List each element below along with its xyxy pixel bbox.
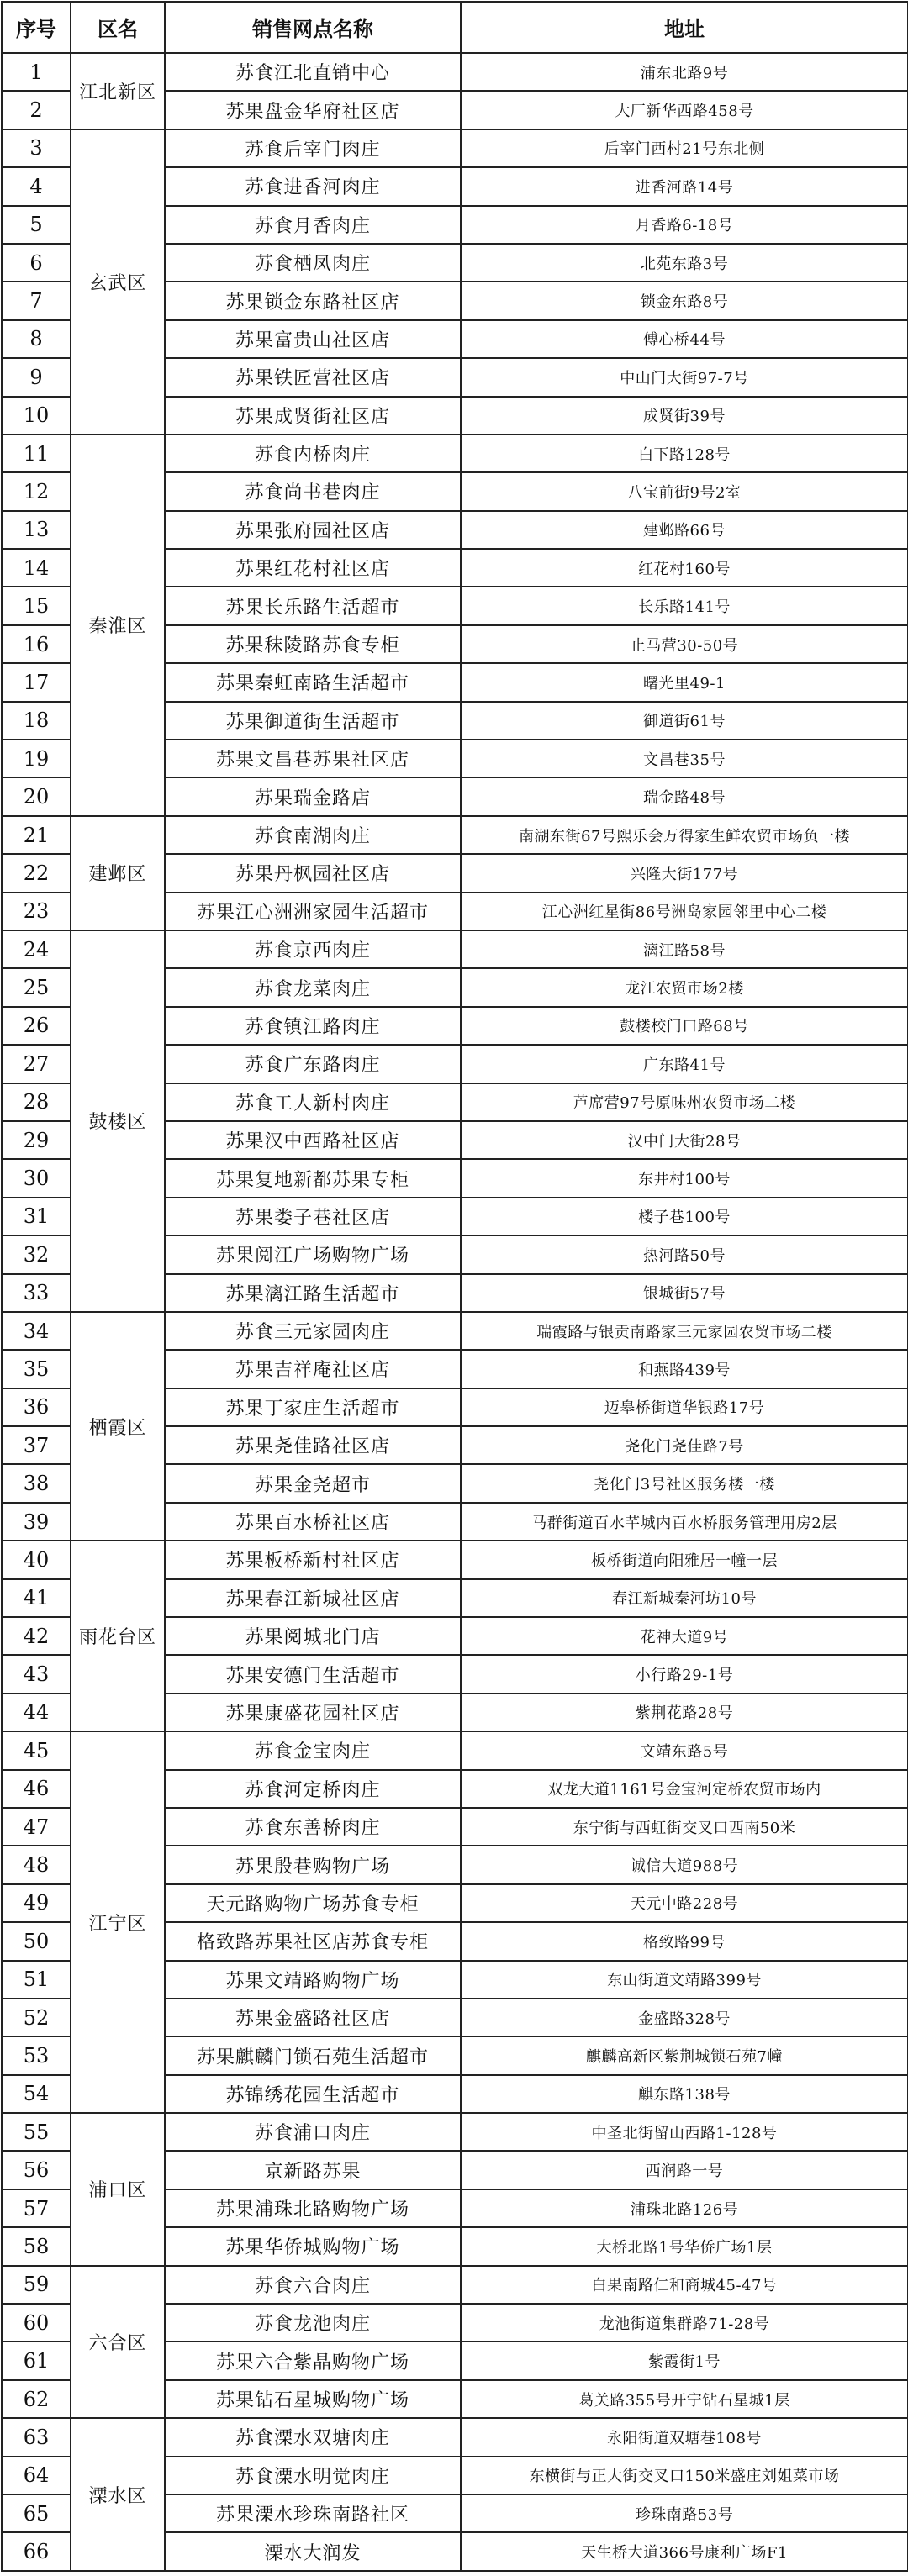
row-outlet-name: 苏果金盛路社区店: [165, 1999, 461, 2036]
row-seq: 29: [2, 1121, 71, 1159]
row-outlet-name: 苏果复地新都苏果专柜: [165, 1159, 461, 1197]
row-address: 瑞金路48号: [461, 777, 908, 815]
row-seq: 26: [2, 1007, 71, 1045]
row-address: 汉中门大街28号: [461, 1121, 908, 1159]
row-address: 月香路6-18号: [461, 206, 908, 244]
header-outlet-name: 销售网点名称: [165, 2, 461, 53]
district-cell: 溧水区: [71, 2418, 165, 2571]
row-address: 浦珠北路126号: [461, 2189, 908, 2227]
row-seq: 45: [2, 1731, 71, 1769]
row-outlet-name: 苏食龙菜肉庄: [165, 968, 461, 1006]
row-seq: 58: [2, 2227, 71, 2265]
row-seq: 44: [2, 1694, 71, 1731]
row-outlet-name: 苏果钻石星城购物广场: [165, 2380, 461, 2418]
row-outlet-name: 苏果百水桥社区店: [165, 1503, 461, 1541]
row-address: 北苑东路3号: [461, 244, 908, 282]
row-outlet-name: 苏食三元家园肉庄: [165, 1312, 461, 1350]
row-outlet-name: 苏锦绣花园生活超市: [165, 2075, 461, 2113]
row-outlet-name: 苏食栖凤肉庄: [165, 244, 461, 282]
row-address: 小行路29-1号: [461, 1655, 908, 1693]
row-address: 尧化门3号社区服务楼一楼: [461, 1464, 908, 1502]
row-outlet-name: 苏食金宝肉庄: [165, 1731, 461, 1769]
row-seq: 1: [2, 53, 71, 91]
row-outlet-name: 苏果殷巷购物广场: [165, 1846, 461, 1883]
header-address: 地址: [461, 2, 908, 53]
row-seq: 38: [2, 1464, 71, 1502]
row-address: 银城街57号: [461, 1274, 908, 1312]
row-seq: 65: [2, 2494, 71, 2532]
row-seq: 10: [2, 397, 71, 435]
row-address: 春江新城秦河坊10号: [461, 1579, 908, 1617]
row-seq: 18: [2, 702, 71, 740]
row-address: 麒麟高新区紫荆城锁石苑7幢: [461, 2036, 908, 2074]
district-cell: 建邺区: [71, 816, 165, 930]
row-address: 曙光里49-1: [461, 663, 908, 701]
row-address: 八宝前街9号2室: [461, 472, 908, 510]
row-address: 天元中路228号: [461, 1884, 908, 1922]
row-address: 中山门大街97-7号: [461, 358, 908, 396]
row-address: 麒东路138号: [461, 2075, 908, 2113]
row-seq: 53: [2, 2036, 71, 2074]
row-outlet-name: 苏食广东路肉庄: [165, 1045, 461, 1083]
row-seq: 2: [2, 91, 71, 129]
row-address: 大厂新华西路458号: [461, 91, 908, 129]
row-outlet-name: 苏食河定桥肉庄: [165, 1770, 461, 1808]
row-outlet-name: 苏果江心洲洲家园生活超市: [165, 893, 461, 930]
row-seq: 50: [2, 1922, 71, 1960]
row-seq: 59: [2, 2266, 71, 2304]
row-address: 建邺路66号: [461, 511, 908, 549]
table-row: [2, 2113, 908, 2151]
row-address: 龙江农贸市场2楼: [461, 968, 908, 1006]
row-outlet-name: 苏食六合肉庄: [165, 2266, 461, 2304]
row-outlet-name: 苏食东善桥肉庄: [165, 1808, 461, 1846]
row-outlet-name: 格致路苏果社区店苏食专柜: [165, 1922, 461, 1960]
row-seq: 11: [2, 435, 71, 472]
district-cell: 雨花台区: [71, 1541, 165, 1731]
table-row: [2, 2266, 908, 2304]
row-outlet-name: 苏果秣陵路苏食专柜: [165, 625, 461, 663]
row-seq: 39: [2, 1503, 71, 1541]
row-outlet-name: 天元路购物广场苏食专柜: [165, 1884, 461, 1922]
row-outlet-name: 苏食进香河肉庄: [165, 167, 461, 205]
row-address: 红花村160号: [461, 549, 908, 587]
row-address: 进香河路14号: [461, 167, 908, 205]
row-address: 东宁街与西虹街交叉口西南50米: [461, 1808, 908, 1846]
row-outlet-name: 苏果铁匠营社区店: [165, 358, 461, 396]
row-seq: 30: [2, 1159, 71, 1197]
row-outlet-name: 苏果漓江路生活超市: [165, 1274, 461, 1312]
row-address: 和燕路439号: [461, 1350, 908, 1388]
row-outlet-name: 苏果金尧超市: [165, 1464, 461, 1502]
district-cell: 栖霞区: [71, 1312, 165, 1541]
row-address: 南湖东街67号熙乐会万得家生鲜农贸市场负一楼: [461, 816, 908, 854]
table-row: [2, 1731, 908, 1769]
row-outlet-name: 苏果文靖路购物广场: [165, 1961, 461, 1999]
district-cell: 秦淮区: [71, 435, 165, 816]
row-outlet-name: 苏食尚书巷肉庄: [165, 472, 461, 510]
row-outlet-name: 苏果麒麟门锁石苑生活超市: [165, 2036, 461, 2074]
row-seq: 27: [2, 1045, 71, 1083]
row-outlet-name: 苏果华侨城购物广场: [165, 2227, 461, 2265]
row-seq: 52: [2, 1999, 71, 2036]
row-outlet-name: 苏果尧佳路社区店: [165, 1426, 461, 1464]
district-cell: 江北新区: [71, 53, 165, 129]
row-outlet-name: 苏果丹枫园社区店: [165, 854, 461, 892]
row-seq: 17: [2, 663, 71, 701]
row-seq: 63: [2, 2418, 71, 2456]
row-outlet-name: 苏果锁金东路社区店: [165, 282, 461, 319]
row-outlet-name: 苏果阅城北门店: [165, 1617, 461, 1655]
row-seq: 61: [2, 2342, 71, 2379]
row-address: 紫荆花路28号: [461, 1694, 908, 1731]
row-seq: 57: [2, 2189, 71, 2227]
row-address: 文昌巷35号: [461, 740, 908, 777]
row-address: 白果南路仁和商城45-47号: [461, 2266, 908, 2304]
row-seq: 33: [2, 1274, 71, 1312]
row-address: 永阳街道双塘巷108号: [461, 2418, 908, 2456]
table-row: [2, 2418, 908, 2456]
row-seq: 5: [2, 206, 71, 244]
row-outlet-name: 苏食月香肉庄: [165, 206, 461, 244]
row-outlet-name: 苏果春江新城社区店: [165, 1579, 461, 1617]
row-address: 成贤街39号: [461, 397, 908, 435]
table-body: [2, 53, 908, 2571]
row-seq: 23: [2, 893, 71, 930]
sales-outlets-table: [1, 1, 908, 2572]
row-outlet-name: 苏果六合紫晶购物广场: [165, 2342, 461, 2379]
row-address: 迈皋桥街道华银路17号: [461, 1388, 908, 1426]
row-outlet-name: 溧水大润发: [165, 2532, 461, 2570]
row-outlet-name: 苏果康盛花园社区店: [165, 1694, 461, 1731]
district-cell: 玄武区: [71, 129, 165, 435]
row-address: 广东路41号: [461, 1045, 908, 1083]
row-seq: 54: [2, 2075, 71, 2113]
row-seq: 60: [2, 2304, 71, 2342]
row-seq: 15: [2, 587, 71, 624]
row-outlet-name: 苏果板桥新村社区店: [165, 1541, 461, 1578]
table-row: [2, 816, 908, 854]
row-seq: 56: [2, 2151, 71, 2189]
row-outlet-name: 苏果文昌巷苏果社区店: [165, 740, 461, 777]
row-address: 诚信大道988号: [461, 1846, 908, 1883]
row-seq: 6: [2, 244, 71, 282]
district-cell: 江宁区: [71, 1731, 165, 2113]
row-address: 长乐路141号: [461, 587, 908, 624]
row-address: 西润路一号: [461, 2151, 908, 2189]
table-header-row: [2, 2, 908, 53]
row-seq: 16: [2, 625, 71, 663]
row-address: 花神大道9号: [461, 1617, 908, 1655]
row-outlet-name: 苏果盘金华府社区店: [165, 91, 461, 129]
table-row: [2, 129, 908, 167]
row-outlet-name: 苏果长乐路生活超市: [165, 587, 461, 624]
row-address: 白下路128号: [461, 435, 908, 472]
row-address: 止马营30-50号: [461, 625, 908, 663]
row-seq: 13: [2, 511, 71, 549]
row-seq: 31: [2, 1198, 71, 1235]
row-outlet-name: 苏果溧水珍珠南路社区: [165, 2494, 461, 2532]
row-seq: 62: [2, 2380, 71, 2418]
row-seq: 8: [2, 320, 71, 358]
row-outlet-name: 苏果张府园社区店: [165, 511, 461, 549]
row-outlet-name: 苏果红花村社区店: [165, 549, 461, 587]
row-address: 双龙大道1161号金宝河定桥农贸市场内: [461, 1770, 908, 1808]
row-address: 后宰门西村21号东北侧: [461, 129, 908, 167]
row-outlet-name: 苏食京西肉庄: [165, 930, 461, 968]
row-seq: 12: [2, 472, 71, 510]
row-seq: 4: [2, 167, 71, 205]
row-address: 中圣北街留山西路1-128号: [461, 2113, 908, 2151]
row-address: 御道街61号: [461, 702, 908, 740]
row-seq: 20: [2, 777, 71, 815]
row-outlet-name: 苏果浦珠北路购物广场: [165, 2189, 461, 2227]
row-seq: 14: [2, 549, 71, 587]
row-seq: 36: [2, 1388, 71, 1426]
district-cell: 鼓楼区: [71, 930, 165, 1312]
row-seq: 32: [2, 1235, 71, 1273]
row-address: 格致路99号: [461, 1922, 908, 1960]
table-row: [2, 930, 908, 968]
district-cell: 浦口区: [71, 2113, 165, 2266]
row-address: 浦东北路9号: [461, 53, 908, 91]
row-address: 鼓楼校门口路68号: [461, 1007, 908, 1045]
row-outlet-name: 苏食南湖肉庄: [165, 816, 461, 854]
row-outlet-name: 苏果汉中西路社区店: [165, 1121, 461, 1159]
row-seq: 9: [2, 358, 71, 396]
row-outlet-name: 苏食浦口肉庄: [165, 2113, 461, 2151]
row-seq: 66: [2, 2532, 71, 2570]
row-seq: 24: [2, 930, 71, 968]
row-seq: 41: [2, 1579, 71, 1617]
row-outlet-name: 苏食江北直销中心: [165, 53, 461, 91]
row-address: 锁金东路8号: [461, 282, 908, 319]
row-outlet-name: 苏果丁家庄生活超市: [165, 1388, 461, 1426]
row-seq: 25: [2, 968, 71, 1006]
row-outlet-name: 苏果富贵山社区店: [165, 320, 461, 358]
row-address: 东井村100号: [461, 1159, 908, 1197]
row-address: 文靖东路5号: [461, 1731, 908, 1769]
row-outlet-name: 苏果吉祥庵社区店: [165, 1350, 461, 1388]
row-seq: 37: [2, 1426, 71, 1464]
row-address: 葛关路355号开宁钻石星城1层: [461, 2380, 908, 2418]
row-seq: 51: [2, 1961, 71, 1999]
row-address: 东山街道文靖路399号: [461, 1961, 908, 1999]
row-address: 江心洲红星街86号洲岛家园邻里中心二楼: [461, 893, 908, 930]
row-outlet-name: 苏食内桥肉庄: [165, 435, 461, 472]
row-outlet-name: 苏食龙池肉庄: [165, 2304, 461, 2342]
row-address: 东横街与正大街交叉口150米盛庄刘姐菜市场: [461, 2457, 908, 2494]
row-outlet-name: 京新路苏果: [165, 2151, 461, 2189]
row-address: 尧化门尧佳路7号: [461, 1426, 908, 1464]
row-address: 紫霞街1号: [461, 2342, 908, 2379]
row-outlet-name: 苏食后宰门肉庄: [165, 129, 461, 167]
row-address: 瑞霞路与银贡南路家三元家园农贸市场二楼: [461, 1312, 908, 1350]
row-address: 热河路50号: [461, 1235, 908, 1273]
row-address: 天生桥大道366号康利广场F1: [461, 2532, 908, 2570]
row-seq: 35: [2, 1350, 71, 1388]
row-outlet-name: 苏果御道街生活超市: [165, 702, 461, 740]
row-address: 楼子巷100号: [461, 1198, 908, 1235]
row-seq: 47: [2, 1808, 71, 1846]
row-address: 龙池街道集群路71-28号: [461, 2304, 908, 2342]
table-row: [2, 1312, 908, 1350]
row-outlet-name: 苏食溧水明觉肉庄: [165, 2457, 461, 2494]
row-address: 大桥北路1号华侨广场1层: [461, 2227, 908, 2265]
row-seq: 48: [2, 1846, 71, 1883]
row-seq: 43: [2, 1655, 71, 1693]
row-seq: 42: [2, 1617, 71, 1655]
table-row: [2, 1541, 908, 1578]
row-seq: 28: [2, 1083, 71, 1121]
row-address: 傅心桥44号: [461, 320, 908, 358]
row-seq: 46: [2, 1770, 71, 1808]
row-seq: 49: [2, 1884, 71, 1922]
row-address: 金盛路328号: [461, 1999, 908, 2036]
row-seq: 3: [2, 129, 71, 167]
table-row: [2, 53, 908, 91]
row-outlet-name: 苏果瑞金路店: [165, 777, 461, 815]
row-seq: 34: [2, 1312, 71, 1350]
row-address: 芦席营97号原味州农贸市场二楼: [461, 1083, 908, 1121]
row-seq: 64: [2, 2457, 71, 2494]
row-outlet-name: 苏果阅江广场购物广场: [165, 1235, 461, 1273]
row-seq: 40: [2, 1541, 71, 1578]
row-outlet-name: 苏果成贤街社区店: [165, 397, 461, 435]
district-cell: 六合区: [71, 2266, 165, 2419]
row-address: 马群街道百水芊城内百水桥服务管理用房2层: [461, 1503, 908, 1541]
row-outlet-name: 苏果娄子巷社区店: [165, 1198, 461, 1235]
header-district: 区名: [71, 2, 165, 53]
row-outlet-name: 苏果秦虹南路生活超市: [165, 663, 461, 701]
row-seq: 21: [2, 816, 71, 854]
row-seq: 55: [2, 2113, 71, 2151]
row-address: 板桥街道向阳雅居一幢一层: [461, 1541, 908, 1578]
table-row: [2, 435, 908, 472]
row-outlet-name: 苏食工人新村肉庄: [165, 1083, 461, 1121]
row-seq: 22: [2, 854, 71, 892]
row-outlet-name: 苏食溧水双塘肉庄: [165, 2418, 461, 2456]
row-seq: 7: [2, 282, 71, 319]
row-outlet-name: 苏果安德门生活超市: [165, 1655, 461, 1693]
header-seq: 序号: [2, 2, 71, 53]
row-seq: 19: [2, 740, 71, 777]
row-address: 珍珠南路53号: [461, 2494, 908, 2532]
row-address: 兴隆大街177号: [461, 854, 908, 892]
row-address: 漓江路58号: [461, 930, 908, 968]
row-outlet-name: 苏食镇江路肉庄: [165, 1007, 461, 1045]
